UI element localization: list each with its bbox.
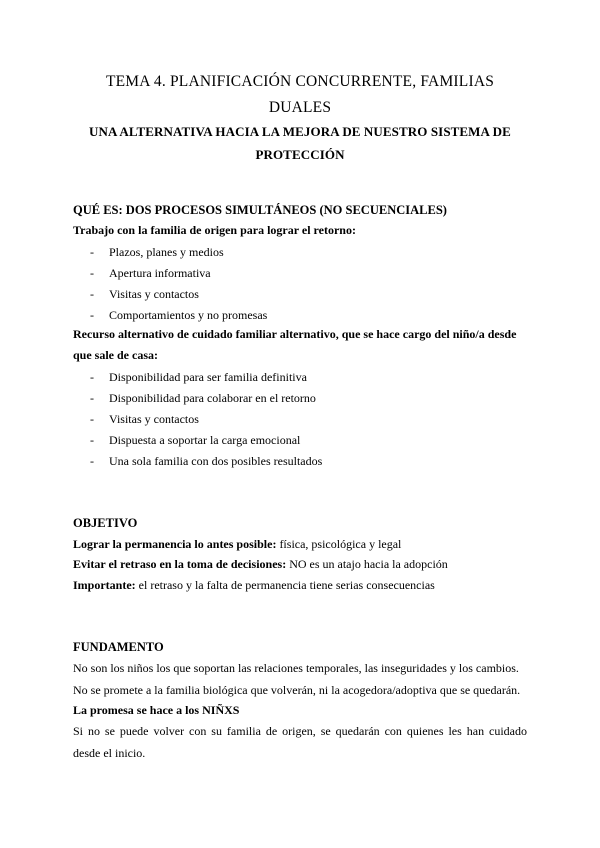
section-heading-fundamento: FUNDAMENTO	[73, 640, 164, 654]
list-dash: -	[90, 454, 94, 468]
list-dash: -	[90, 412, 94, 426]
fundamento-promise: La promesa se hace a los NIÑXS	[73, 703, 240, 717]
list-dash: -	[90, 370, 94, 384]
group2-title-line2: que sale de casa:	[73, 348, 158, 362]
section-heading-que-es: QUÉ ES: DOS PROCESOS SIMULTÁNEOS (NO SECUENCIALES)	[73, 203, 447, 217]
list-dash: -	[90, 245, 94, 259]
document-title-line2: DUALES	[268, 99, 332, 116]
document-title-line1: TEMA 4. PLANIFICACIÓN CONCURRENTE, FAMILIAS	[105, 73, 495, 90]
document-subtitle-line1: UNA ALTERNATIVA HACIA LA MEJORA DE NUESTRO SISTEMA DE	[89, 124, 511, 139]
list-item-text: Plazos, planes y medios	[109, 245, 224, 259]
list-dash: -	[90, 308, 94, 322]
list-item	[90, 287, 199, 302]
list-dash: -	[90, 391, 94, 405]
section-heading-objetivo: OBJETIVO	[73, 516, 138, 530]
list-item	[90, 433, 300, 448]
group1-title: Trabajo con la familia de origen para lograr el retorno:	[73, 223, 356, 237]
objetivo-line1	[73, 537, 401, 552]
document-subtitle-line2: PROTECCIÓN	[255, 147, 345, 162]
list-item	[90, 308, 267, 323]
list-item	[90, 454, 322, 469]
group2-title-line1: Recurso alternativo de cuidado familiar alternativo, que se hace cargo del niño/a desde	[73, 327, 517, 341]
objetivo-line1-text: física, psicológica y legal	[276, 537, 402, 551]
list-item	[90, 245, 224, 260]
list-item-text: Apertura informativa	[109, 266, 211, 280]
objetivo-line3-text: el retraso y la falta de permanencia tiene serias consecuencias	[135, 578, 435, 592]
objetivo-line1-bold: Lograr la permanencia lo antes posible:	[73, 537, 277, 551]
objetivo-line3	[73, 578, 435, 593]
fundamento-para3-line1: Si no se puede volver con su familia de origen, se quedarán con quienes les han cuidado	[73, 724, 527, 738]
objetivo-line3-bold: Importante:	[73, 578, 136, 592]
fundamento-para1: No son los niños los que soportan las relaciones temporales, las inseguridades y los cambios.	[73, 661, 519, 675]
list-item-text: Comportamientos y no promesas	[109, 308, 268, 322]
list-dash: -	[90, 266, 94, 280]
list-item-text: Dispuesta a soportar la carga emocional	[109, 433, 301, 447]
list-item-text: Disponibilidad para colaborar en el retorno	[109, 391, 316, 405]
list-dash: -	[90, 433, 94, 447]
list-item	[90, 266, 211, 281]
list-item	[90, 412, 199, 427]
objetivo-line2	[73, 557, 448, 572]
fundamento-para2: No se promete a la familia biológica que volverán, ni la acogedora/adoptiva que se quedarán.	[73, 683, 521, 697]
list-item-text: Visitas y contactos	[109, 412, 199, 426]
list-item	[90, 391, 316, 406]
list-item	[90, 370, 307, 385]
list-dash: -	[90, 287, 94, 301]
fundamento-para3-line2: desde el inicio.	[73, 746, 146, 760]
objetivo-line2-text: NO es un atajo hacia la adopción	[286, 557, 448, 571]
list-item-text: Disponibilidad para ser familia definitiva	[109, 370, 307, 384]
objetivo-line2-bold: Evitar el retraso en la toma de decisiones:	[73, 557, 287, 571]
list-item-text: Visitas y contactos	[109, 287, 199, 301]
list-item-text: Una sola familia con dos posibles resultados	[109, 454, 323, 468]
